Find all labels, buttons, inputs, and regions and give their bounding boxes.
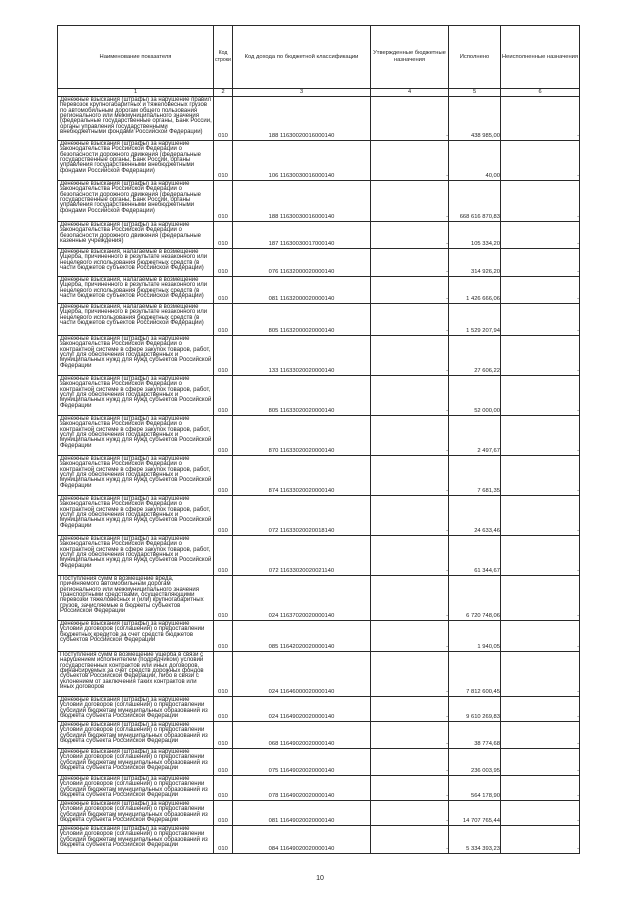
row-income-code: 072 11633020020021140 [233, 536, 371, 576]
row-indicator-cell [58, 97, 214, 141]
row-approved-amount: - [371, 416, 449, 456]
row-indicator-name: Денежные взыскания (штрафы) за нарушение условий договоров (соглашений) о предоставлении субсидий бюджетам муниципальных образований из бюджета субъекта Российской Федерации [60, 722, 208, 745]
row-unexecuted-amount: - [501, 222, 580, 249]
row-unexecuted-amount: - [501, 249, 580, 277]
row-line-code: 010 [214, 697, 233, 722]
row-approved-amount: - [371, 722, 449, 749]
row-indicator-cell [58, 576, 214, 621]
row-indicator-name: Денежные взыскания (штрафы) за нарушение условий договоров (соглашений) о предоставлении бюджетных кредитов за счет средств бюджетов субъектов Российской Федерации [60, 621, 205, 644]
row-executed-amount: 314 926,20 [449, 249, 501, 277]
row-indicator-cell [58, 141, 214, 181]
row-approved-amount: - [371, 496, 449, 536]
row-line-code: 010 [214, 576, 233, 621]
row-line-code: 010 [214, 304, 233, 336]
row-unexecuted-amount: - [501, 826, 580, 854]
row-executed-amount: 1 529 207,94 [449, 304, 501, 336]
table-body [58, 97, 580, 854]
row-indicator-name: Денежные взыскания (штрафы) за нарушение законодательства Российской Федерации о безопасности дорожного движения (федеральные государственные органы, Банк России, органы управления государственными внебюджетными фондами Российской Федерации) [60, 141, 201, 174]
header-executed: Исполнено [449, 26, 501, 89]
row-line-code: 010 [214, 416, 233, 456]
table-row [58, 496, 580, 536]
table-row [58, 141, 580, 181]
row-indicator-name: Денежные взыскания (штрафы) за нарушение законодательства Российской Федерации о контрактной системе в сфере закупок товаров, работ, услуг для обеспечения государственных и муниципальных нужд для нужд субъектов Российской Федерации [60, 336, 212, 369]
row-line-code: 010 [214, 749, 233, 776]
row-unexecuted-amount: - [501, 697, 580, 722]
table-row [58, 277, 580, 304]
table-row [58, 826, 580, 854]
row-indicator-cell [58, 181, 214, 222]
row-unexecuted-amount: - [501, 536, 580, 576]
row-approved-amount: - [371, 536, 449, 576]
row-indicator-cell [58, 776, 214, 801]
row-indicator-cell [58, 697, 214, 722]
row-unexecuted-amount: - [501, 456, 580, 496]
row-approved-amount: - [371, 776, 449, 801]
row-approved-amount: - [371, 181, 449, 222]
row-unexecuted-amount: - [501, 416, 580, 456]
row-executed-amount: 14 707 765,44 [449, 801, 501, 826]
row-income-code: 024 11646000020000140 [233, 652, 371, 697]
row-indicator-cell [58, 249, 214, 277]
row-indicator-cell [58, 496, 214, 536]
row-indicator-cell [58, 304, 214, 336]
row-line-code: 010 [214, 376, 233, 416]
row-indicator-name: Денежные взыскания (штрафы) за нарушение законодательства Российской Федерации о контрактной системе в сфере закупок товаров, работ, услуг для обеспечения государственных и муниципальных нужд для нужд субъектов Российской Федерации [60, 456, 212, 489]
row-line-code: 010 [214, 222, 233, 249]
row-indicator-name: Денежные взыскания (штрафы) за нарушение условий договоров (соглашений) о предоставлении субсидий бюджетам муниципальных образований из бюджета субъекта Российской Федерации [60, 801, 208, 824]
row-indicator-name: Денежные взыскания, налагаемые в возмещение ущерба, причиненного в результате незаконного или нецелевого использования бюджетных средств (в части бюджетов субъектов Российской Федерации) [60, 277, 208, 300]
row-indicator-cell [58, 801, 214, 826]
row-indicator-cell [58, 826, 214, 854]
row-income-code: 188 11630020016000140 [233, 97, 371, 141]
row-approved-amount: - [371, 141, 449, 181]
table-row [58, 249, 580, 277]
budget-execution-table [57, 25, 580, 854]
row-line-code: 010 [214, 97, 233, 141]
row-indicator-cell [58, 336, 214, 376]
row-executed-amount: 438 985,00 [449, 97, 501, 141]
row-approved-amount: - [371, 697, 449, 722]
row-indicator-name: Денежные взыскания (штрафы) за нарушение условий договоров (соглашений) о предоставлении субсидий бюджетам муниципальных образований из бюджета субъекта Российской Федерации [60, 826, 208, 849]
row-income-code: 874 11633020020000140 [233, 456, 371, 496]
row-indicator-name: Денежные взыскания (штрафы) за нарушение законодательства Российской Федерации о безопасности дорожного движения (федеральные казенные учреждения) [60, 222, 201, 245]
row-indicator-cell [58, 621, 214, 652]
table-row [58, 376, 580, 416]
table-row [58, 697, 580, 722]
row-income-code: 133 11633020020000140 [233, 336, 371, 376]
row-approved-amount: - [371, 456, 449, 496]
row-indicator-name: Денежные взыскания (штрафы) за нарушение условий договоров (соглашений) о предоставлении субсидий бюджетам муниципальных образований из бюджета субъекта Российской Федерации [60, 749, 208, 772]
header-income-code: Код дохода по бюджетной классификации [233, 26, 371, 89]
row-income-code: 072 11633020020018140 [233, 496, 371, 536]
row-income-code: 084 11649020020000140 [233, 826, 371, 854]
row-approved-amount: - [371, 576, 449, 621]
row-executed-amount: 1 426 666,06 [449, 277, 501, 304]
row-approved-amount: - [371, 376, 449, 416]
row-unexecuted-amount: - [501, 496, 580, 536]
row-line-code: 010 [214, 249, 233, 277]
header-row [58, 26, 580, 89]
column-number-row [58, 89, 580, 97]
row-approved-amount: - [371, 336, 449, 376]
table-row [58, 181, 580, 222]
row-indicator-name: Денежные взыскания (штрафы) за нарушение законодательства Российской Федерации о контрактной системе в сфере закупок товаров, работ, услуг для обеспечения государственных и муниципальных нужд для нужд субъектов Российской Федерации [60, 416, 212, 449]
row-executed-amount: 24 633,46 [449, 496, 501, 536]
row-approved-amount: - [371, 621, 449, 652]
header-line-code: Код строки [214, 26, 233, 89]
row-executed-amount: 236 003,95 [449, 749, 501, 776]
row-indicator-name: Денежные взыскания (штрафы) за нарушение условий договоров (соглашений) о предоставлении субсидий бюджетам муниципальных образований из бюджета субъекта Российской Федерации [60, 697, 208, 720]
row-unexecuted-amount: - [501, 652, 580, 697]
table-row [58, 776, 580, 801]
row-executed-amount: 27 606,22 [449, 336, 501, 376]
row-indicator-name: Поступления сумм в возмещение ущерба в связи с нарушением исполнителем (подрядчиком) условий государственных контрактов или иных договоров, финансируемых за счет средств дорожных фондов субъектов Российской Федерации, либо в связи с уклонением от заключения таких контрактов или иных договоров [60, 652, 204, 691]
row-indicator-name: Денежные взыскания (штрафы) за нарушение условий договоров (соглашений) о предоставлении субсидий бюджетам муниципальных образований из бюджета субъекта Российской Федерации [60, 776, 208, 799]
row-unexecuted-amount: - [501, 277, 580, 304]
row-line-code: 010 [214, 141, 233, 181]
table-row [58, 456, 580, 496]
row-line-code: 010 [214, 826, 233, 854]
row-line-code: 010 [214, 496, 233, 536]
row-line-code: 010 [214, 536, 233, 576]
row-unexecuted-amount: - [501, 776, 580, 801]
row-line-code: 010 [214, 776, 233, 801]
row-unexecuted-amount: - [501, 181, 580, 222]
row-unexecuted-amount: - [501, 621, 580, 652]
row-executed-amount: 38 774,68 [449, 722, 501, 749]
row-income-code: 024 11649020020000140 [233, 697, 371, 722]
row-income-code: 085 11642020020000140 [233, 621, 371, 652]
row-line-code: 010 [214, 621, 233, 652]
row-unexecuted-amount: - [501, 801, 580, 826]
row-income-code: 805 11633020020000140 [233, 376, 371, 416]
row-income-code: 081 11632000020000140 [233, 277, 371, 304]
row-approved-amount: - [371, 97, 449, 141]
header-unexecuted: Неисполненные назначения [501, 26, 580, 89]
row-income-code: 068 11649020020000140 [233, 722, 371, 749]
row-unexecuted-amount: - [501, 376, 580, 416]
row-income-code: 075 11649020020000140 [233, 749, 371, 776]
table-row [58, 97, 580, 141]
row-approved-amount: - [371, 826, 449, 854]
row-executed-amount: 9 610 269,83 [449, 697, 501, 722]
row-approved-amount: - [371, 304, 449, 336]
row-approved-amount: - [371, 749, 449, 776]
row-indicator-name: Денежные взыскания (штрафы) за нарушение законодательства Российской Федерации о контрактной системе в сфере закупок товаров, работ, услуг для обеспечения государственных и муниципальных нужд для нужд субъектов Российской Федерации [60, 376, 212, 409]
row-line-code: 010 [214, 801, 233, 826]
row-indicator-cell [58, 652, 214, 697]
header-indicator-name: Наименование показателя [58, 26, 214, 89]
row-indicator-name: Денежные взыскания, налагаемые в возмещение ущерба, причиненного в результате незаконного или нецелевого использования бюджетных средств (в части бюджетов субъектов Российской Федерации) [60, 249, 208, 272]
table-row [58, 336, 580, 376]
row-executed-amount: 564 178,90 [449, 776, 501, 801]
column-number: 3 [233, 89, 371, 97]
row-indicator-cell [58, 416, 214, 456]
row-indicator-cell [58, 536, 214, 576]
row-income-code: 870 11633020020000140 [233, 416, 371, 456]
row-unexecuted-amount: - [501, 722, 580, 749]
row-approved-amount: - [371, 277, 449, 304]
row-line-code: 010 [214, 456, 233, 496]
table-header [58, 26, 580, 97]
row-executed-amount: 2 497,67 [449, 416, 501, 456]
row-indicator-cell [58, 277, 214, 304]
row-indicator-name: Денежные взыскания (штрафы) за нарушение правил перевозок крупногабаритных и тяжеловесных грузов по автомобильным дорогам общего пользования регионального или межмуниципального значения (федеральные государственные органы, Банк России, органы управления государственными внебюджетными фондами Российской Федерации) [60, 97, 212, 136]
header-approved: Утвержденные бюджетные назначения [371, 26, 449, 89]
table-row [58, 304, 580, 336]
table-row [58, 801, 580, 826]
row-executed-amount: 668 616 870,83 [449, 181, 501, 222]
table-row [58, 222, 580, 249]
row-income-code: 187 11630030017000140 [233, 222, 371, 249]
table-row [58, 416, 580, 456]
column-number: 1 [58, 89, 214, 97]
row-executed-amount: 105 334,20 [449, 222, 501, 249]
row-unexecuted-amount: - [501, 336, 580, 376]
row-income-code: 081 11649020020000140 [233, 801, 371, 826]
row-line-code: 010 [214, 181, 233, 222]
row-indicator-cell [58, 456, 214, 496]
row-approved-amount: - [371, 249, 449, 277]
row-income-code: 078 11649020020000140 [233, 776, 371, 801]
row-line-code: 010 [214, 652, 233, 697]
row-executed-amount: 7 812 600,45 [449, 652, 501, 697]
row-executed-amount: 7 681,35 [449, 456, 501, 496]
row-income-code: 076 11632000020000140 [233, 249, 371, 277]
table-row [58, 536, 580, 576]
row-approved-amount: - [371, 652, 449, 697]
table-row [58, 722, 580, 749]
column-number: 5 [449, 89, 501, 97]
row-income-code: 024 11637020020000140 [233, 576, 371, 621]
row-indicator-name: Поступления сумм в возмещение вреда, причиняемого автомобильным дорогам регионального или межмуниципального значения транспортными средствами, осуществляющими перевозки тяжеловесных и (или) крупногабаритных грузов, зачисляемые в бюджеты субъектов Российской Федерации [60, 576, 204, 615]
row-executed-amount: 61 344,67 [449, 536, 501, 576]
row-unexecuted-amount: - [501, 304, 580, 336]
table-row [58, 749, 580, 776]
row-executed-amount: 5 334 393,23 [449, 826, 501, 854]
page-number: 10 [316, 875, 324, 882]
row-indicator-name: Денежные взыскания, налагаемые в возмещение ущерба, причиненного в результате незаконного или нецелевого использования бюджетных средств (в части бюджетов субъектов Российской Федерации) [60, 304, 208, 327]
table-row [58, 652, 580, 697]
row-unexecuted-amount: - [501, 97, 580, 141]
row-income-code: 188 11630030016000140 [233, 181, 371, 222]
column-number: 6 [501, 89, 580, 97]
row-indicator-name: Денежные взыскания (штрафы) за нарушение законодательства Российской Федерации о безопасности дорожного движения (федеральные государственные органы, Банк России, органы управления государственными внебюджетными фондами Российской Федерации) [60, 181, 201, 214]
row-indicator-cell [58, 222, 214, 249]
row-income-code: 805 11632000020000140 [233, 304, 371, 336]
row-indicator-cell [58, 722, 214, 749]
row-line-code: 010 [214, 277, 233, 304]
table-row [58, 621, 580, 652]
row-unexecuted-amount: - [501, 576, 580, 621]
row-line-code: 010 [214, 336, 233, 376]
row-approved-amount: - [371, 222, 449, 249]
row-executed-amount: 6 720 748,06 [449, 576, 501, 621]
row-indicator-name: Денежные взыскания (штрафы) за нарушение законодательства Российской Федерации о контрактной системе в сфере закупок товаров, работ, услуг для обеспечения государственных и муниципальных нужд для нужд субъектов Российской Федерации [60, 536, 212, 569]
row-executed-amount: 40,00 [449, 141, 501, 181]
row-approved-amount: - [371, 801, 449, 826]
row-income-code: 106 11630030016000140 [233, 141, 371, 181]
column-number: 4 [371, 89, 449, 97]
row-executed-amount: 52 000,00 [449, 376, 501, 416]
row-indicator-cell [58, 749, 214, 776]
row-indicator-name: Денежные взыскания (штрафы) за нарушение законодательства Российской Федерации о контрактной системе в сфере закупок товаров, работ, услуг для обеспечения государственных и муниципальных нужд для нужд субъектов Российской Федерации [60, 496, 212, 529]
column-number: 2 [214, 89, 233, 97]
table-row [58, 576, 580, 621]
row-unexecuted-amount: - [501, 749, 580, 776]
row-indicator-cell [58, 376, 214, 416]
row-line-code: 010 [214, 722, 233, 749]
row-executed-amount: 1 940,05 [449, 621, 501, 652]
row-unexecuted-amount: - [501, 141, 580, 181]
